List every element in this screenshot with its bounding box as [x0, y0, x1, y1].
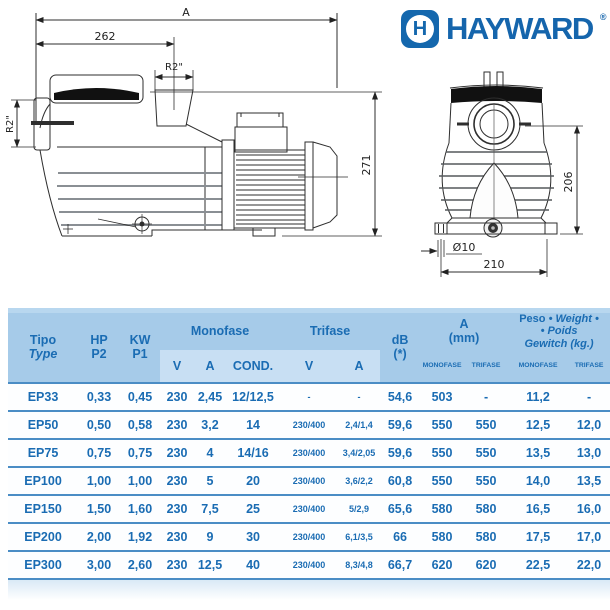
table-cell: 3,4/2,05: [338, 439, 380, 467]
header-weight-label: • Weight •: [545, 313, 599, 325]
table-cell: 2,60: [120, 551, 160, 579]
dim-r2-left: R2": [5, 115, 16, 133]
table-cell: 12,5: [194, 551, 226, 579]
table-cell: 1,00: [120, 467, 160, 495]
header-mm-label: (mm): [448, 331, 480, 346]
table-cell: 1,50: [78, 495, 120, 523]
spec-table-body: [8, 383, 610, 579]
table-cell: 59,6: [380, 411, 420, 439]
table-cell: 0,75: [120, 439, 160, 467]
table-cell: 17,0: [568, 523, 610, 551]
table-cell: 503: [420, 383, 464, 411]
table-cell: 5: [194, 467, 226, 495]
table-cell: 3,2: [194, 411, 226, 439]
table-cell: 59,6: [380, 439, 420, 467]
table-cell: 1,60: [120, 495, 160, 523]
table-cell: 3,6/2,2: [338, 467, 380, 495]
group-header-peso: [508, 311, 610, 350]
table-cell: 5/2,9: [338, 495, 380, 523]
subheader-amm-trifase: TRIFASE: [464, 350, 508, 383]
table-cell: 0,33: [78, 383, 120, 411]
spec-table-section: [8, 308, 610, 600]
group-header-a-mm: [420, 311, 508, 350]
header-db-label: dB: [391, 333, 409, 348]
subheader-peso-monofase: MONOFASE: [508, 350, 568, 383]
table-cell: EP150: [8, 495, 78, 523]
table-cell: 12,0: [568, 411, 610, 439]
table-cell: 230/400: [280, 439, 338, 467]
dim-206: 206: [562, 171, 575, 193]
table-cell: 0,45: [120, 383, 160, 411]
subheader-mono-v: V: [160, 350, 194, 383]
table-cell: 12/12,5: [226, 383, 280, 411]
header-p1-label: P1: [132, 347, 148, 362]
table-cell: 6,1/3,5: [338, 523, 380, 551]
table-cell: 65,6: [380, 495, 420, 523]
table-cell: 13,0: [568, 439, 610, 467]
table-cell: 550: [464, 439, 508, 467]
subheader-amm-monofase: MONOFASE: [420, 350, 464, 383]
group-header-trifase: Trifase: [280, 311, 380, 350]
table-cell: -: [280, 383, 338, 411]
table-cell: 14: [226, 411, 280, 439]
registered-trademark-symbol: ®: [599, 12, 607, 22]
table-cell: 230/400: [280, 411, 338, 439]
hayward-h-icon: [401, 10, 439, 48]
table-cell: 580: [464, 523, 508, 551]
table-row: [8, 411, 610, 439]
header-tipo-label: Tipo: [29, 333, 57, 348]
header-type-label: Type: [28, 347, 58, 362]
table-cell: 30: [226, 523, 280, 551]
subheader-peso-trifase: TRIFASE: [568, 350, 610, 383]
table-cell: 550: [464, 411, 508, 439]
pump-side-view: [11, 13, 382, 236]
table-cell: 25: [226, 495, 280, 523]
header-poids-label: • Poids: [540, 325, 578, 338]
table-cell: 550: [420, 439, 464, 467]
table-cell: 20: [226, 467, 280, 495]
table-cell: 620: [420, 551, 464, 579]
table-cell: -: [568, 383, 610, 411]
table-cell: 60,8: [380, 467, 420, 495]
table-cell: 2,45: [194, 383, 226, 411]
dim-262: 262: [94, 30, 116, 43]
table-cell: 12,5: [508, 411, 568, 439]
table-cell: 1,00: [78, 467, 120, 495]
table-cell: EP100: [8, 467, 78, 495]
table-cell: 22,5: [508, 551, 568, 579]
table-cell: 3,00: [78, 551, 120, 579]
table-cell: 2,00: [78, 523, 120, 551]
table-cell: 230: [160, 551, 194, 579]
table-row: [8, 439, 610, 467]
subheader-mono-a: A: [194, 350, 226, 383]
table-cell: 550: [420, 467, 464, 495]
table-cell: 13,5: [508, 439, 568, 467]
hayward-wordmark: HAYWARD: [446, 11, 593, 46]
table-cell: 230/400: [280, 551, 338, 579]
header-kw-label: KW: [129, 333, 151, 348]
table-cell: 16,5: [508, 495, 568, 523]
subheader-tri-v: V: [280, 350, 338, 383]
table-cell: -: [338, 383, 380, 411]
dim-210: 210: [483, 258, 505, 271]
table-row: [8, 467, 610, 495]
table-row: [8, 383, 610, 411]
table-cell: EP200: [8, 523, 78, 551]
col-header-hp-p2: [78, 311, 120, 383]
group-header-monofase: Monofase: [160, 311, 280, 350]
table-cell: 1,92: [120, 523, 160, 551]
table-cell: 230: [160, 383, 194, 411]
pump-front-view: [421, 72, 583, 277]
table-cell: EP33: [8, 383, 78, 411]
table-cell: 230/400: [280, 495, 338, 523]
table-cell: EP300: [8, 551, 78, 579]
table-row: [8, 495, 610, 523]
dim-r2-top: R2": [165, 62, 183, 73]
table-cell: 4: [194, 439, 226, 467]
table-cell: EP75: [8, 439, 78, 467]
table-cell: 550: [420, 411, 464, 439]
table-cell: 580: [420, 495, 464, 523]
col-header-tipo: [8, 311, 78, 383]
col-header-db: [380, 311, 420, 383]
hayward-h-letter: H: [406, 15, 434, 43]
table-cell: 11,2: [508, 383, 568, 411]
table-cell: 0,58: [120, 411, 160, 439]
table-cell: 580: [464, 495, 508, 523]
dim-271: 271: [360, 154, 373, 176]
subheader-tri-a: A: [338, 350, 380, 383]
table-cell: 17,5: [508, 523, 568, 551]
table-cell: 16,0: [568, 495, 610, 523]
header-p2-label: P2: [91, 347, 107, 362]
header-a-label: A: [459, 317, 469, 332]
table-cell: 620: [464, 551, 508, 579]
table-cell: 66,7: [380, 551, 420, 579]
header-peso-label: Peso: [519, 313, 546, 325]
header-gewitch-label: Gewitch (kg.): [524, 337, 594, 350]
subheader-mono-cond: COND.: [226, 350, 280, 383]
table-cell: 230: [160, 411, 194, 439]
table-cell: 66: [380, 523, 420, 551]
table-bottom-fade: [8, 580, 610, 600]
col-header-kw-p1: [120, 311, 160, 383]
table-cell: 14,0: [508, 467, 568, 495]
table-cell: 0,50: [78, 411, 120, 439]
table-cell: 230: [160, 439, 194, 467]
dim-overall-length: A: [182, 6, 190, 19]
table-cell: 230: [160, 523, 194, 551]
table-cell: -: [464, 383, 508, 411]
hayward-logo: [401, 10, 606, 48]
table-cell: 9: [194, 523, 226, 551]
table-cell: 550: [464, 467, 508, 495]
table-cell: 230: [160, 467, 194, 495]
header-hp-label: HP: [90, 333, 108, 348]
pump-spec-table: [8, 308, 610, 580]
table-cell: 230: [160, 495, 194, 523]
table-cell: EP50: [8, 411, 78, 439]
table-cell: 40: [226, 551, 280, 579]
table-cell: 13,5: [568, 467, 610, 495]
table-cell: 2,4/1,4: [338, 411, 380, 439]
table-cell: 14/16: [226, 439, 280, 467]
table-cell: 7,5: [194, 495, 226, 523]
table-cell: 22,0: [568, 551, 610, 579]
table-cell: 230/400: [280, 523, 338, 551]
dim-dia-10: Ø10: [452, 241, 476, 254]
header-db-note: (*): [393, 347, 407, 362]
table-cell: 230/400: [280, 467, 338, 495]
table-row: [8, 551, 610, 579]
table-cell: 580: [420, 523, 464, 551]
table-cell: 8,3/4,8: [338, 551, 380, 579]
table-cell: 54,6: [380, 383, 420, 411]
table-cell: 0,75: [78, 439, 120, 467]
table-row: [8, 523, 610, 551]
